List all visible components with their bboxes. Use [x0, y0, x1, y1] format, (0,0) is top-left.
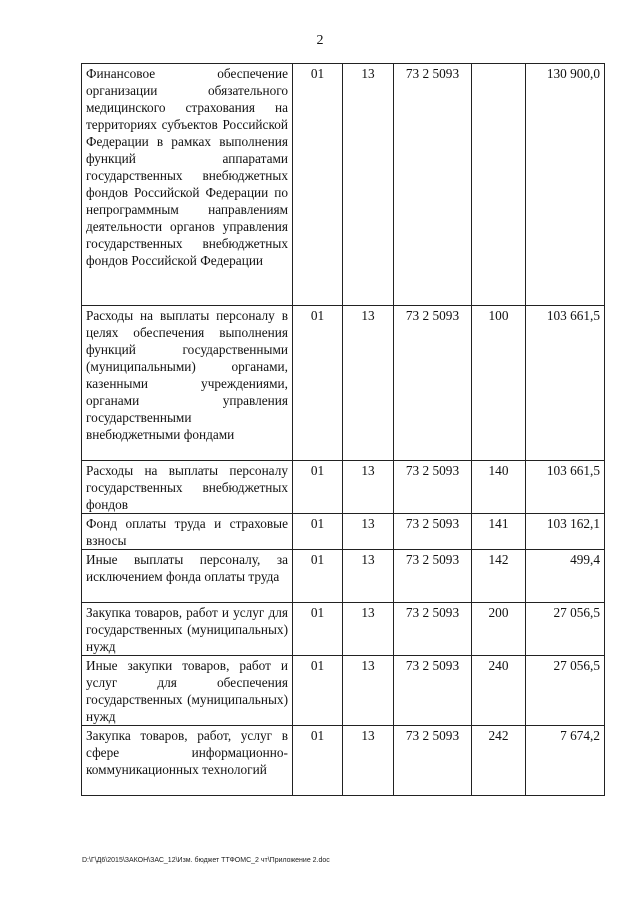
- table-row: [82, 550, 605, 603]
- row-name-cell: Иные выплаты персоналу, за исключением фонда оплаты труда: [82, 550, 293, 603]
- row-sum-cell: 7 674,2: [526, 726, 605, 796]
- row-csr-cell: 73 2 5093: [394, 550, 472, 603]
- row-name-cell: Фонд оплаты труда и страховые взносы: [82, 514, 293, 550]
- row-vr-cell: 142: [472, 550, 526, 603]
- row-pr-cell: 13: [343, 64, 394, 306]
- row-csr-cell: 73 2 5093: [394, 726, 472, 796]
- table-row: [82, 726, 605, 796]
- table-row: [82, 656, 605, 726]
- row-vr-cell: 242: [472, 726, 526, 796]
- row-name-cell: Расходы на выплаты персоналу в целях обеспечения выполнения функций государственными (муниципальными) органами, казенными учреждениями, органами управления государственными внебюджетными фондами: [82, 306, 293, 461]
- row-pr-cell: 13: [343, 306, 394, 461]
- row-csr-cell: 73 2 5093: [394, 64, 472, 306]
- row-csr-cell: 73 2 5093: [394, 603, 472, 656]
- row-rz-cell: 01: [293, 461, 343, 514]
- table-row: [82, 514, 605, 550]
- row-vr-cell: [472, 64, 526, 306]
- row-name-cell: Закупка товаров, работ, услуг в сфере информационно-коммуникационных технологий: [82, 726, 293, 796]
- row-rz-cell: 01: [293, 656, 343, 726]
- row-rz-cell: 01: [293, 306, 343, 461]
- row-pr-cell: 13: [343, 514, 394, 550]
- row-rz-cell: 01: [293, 514, 343, 550]
- row-vr-cell: 200: [472, 603, 526, 656]
- row-rz-cell: 01: [293, 550, 343, 603]
- page-number: 2: [316, 33, 324, 48]
- row-sum-cell: 27 056,5: [526, 603, 605, 656]
- row-sum-cell: 27 056,5: [526, 656, 605, 726]
- budget-table: [81, 63, 605, 796]
- row-pr-cell: 13: [343, 656, 394, 726]
- table-row: [82, 64, 605, 306]
- row-vr-cell: 100: [472, 306, 526, 461]
- row-sum-cell: 103 162,1: [526, 514, 605, 550]
- row-rz-cell: 01: [293, 603, 343, 656]
- table-row: [82, 461, 605, 514]
- row-name-cell: Иные закупки товаров, работ и услуг для обеспечения государственных (муниципальных) нужд: [82, 656, 293, 726]
- table-row: [82, 306, 605, 461]
- row-pr-cell: 13: [343, 461, 394, 514]
- row-csr-cell: 73 2 5093: [394, 514, 472, 550]
- row-vr-cell: 141: [472, 514, 526, 550]
- row-vr-cell: 140: [472, 461, 526, 514]
- row-name-cell: Расходы на выплаты персоналу государственных внебюджетных фондов: [82, 461, 293, 514]
- row-csr-cell: 73 2 5093: [394, 656, 472, 726]
- row-pr-cell: 13: [343, 550, 394, 603]
- row-sum-cell: 499,4: [526, 550, 605, 603]
- table-row: [82, 603, 605, 656]
- row-name-cell: Закупка товаров, работ и услуг для государственных (муниципальных) нужд: [82, 603, 293, 656]
- row-name-cell: Финансовое обеспечение организации обязательного медицинского страхования на территориях субъектов Российской Федерации в рамках выполнения функций аппаратами государственных внебюджетных фондов Российской Федерации по непрограммным направлениям деятельности органов управления государственных внебюджетных фондов Российской Федерации: [82, 64, 293, 306]
- row-rz-cell: 01: [293, 64, 343, 306]
- file-path-footer: D:\Г\Д6\2015\ЗАКОН\ЗАС_12\Изм. бюджет ТТФОМС_2 чт\Приложение 2.doc: [82, 857, 330, 864]
- row-sum-cell: 130 900,0: [526, 64, 605, 306]
- row-pr-cell: 13: [343, 726, 394, 796]
- row-csr-cell: 73 2 5093: [394, 306, 472, 461]
- row-sum-cell: 103 661,5: [526, 461, 605, 514]
- row-csr-cell: 73 2 5093: [394, 461, 472, 514]
- row-sum-cell: 103 661,5: [526, 306, 605, 461]
- row-rz-cell: 01: [293, 726, 343, 796]
- row-vr-cell: 240: [472, 656, 526, 726]
- row-pr-cell: 13: [343, 603, 394, 656]
